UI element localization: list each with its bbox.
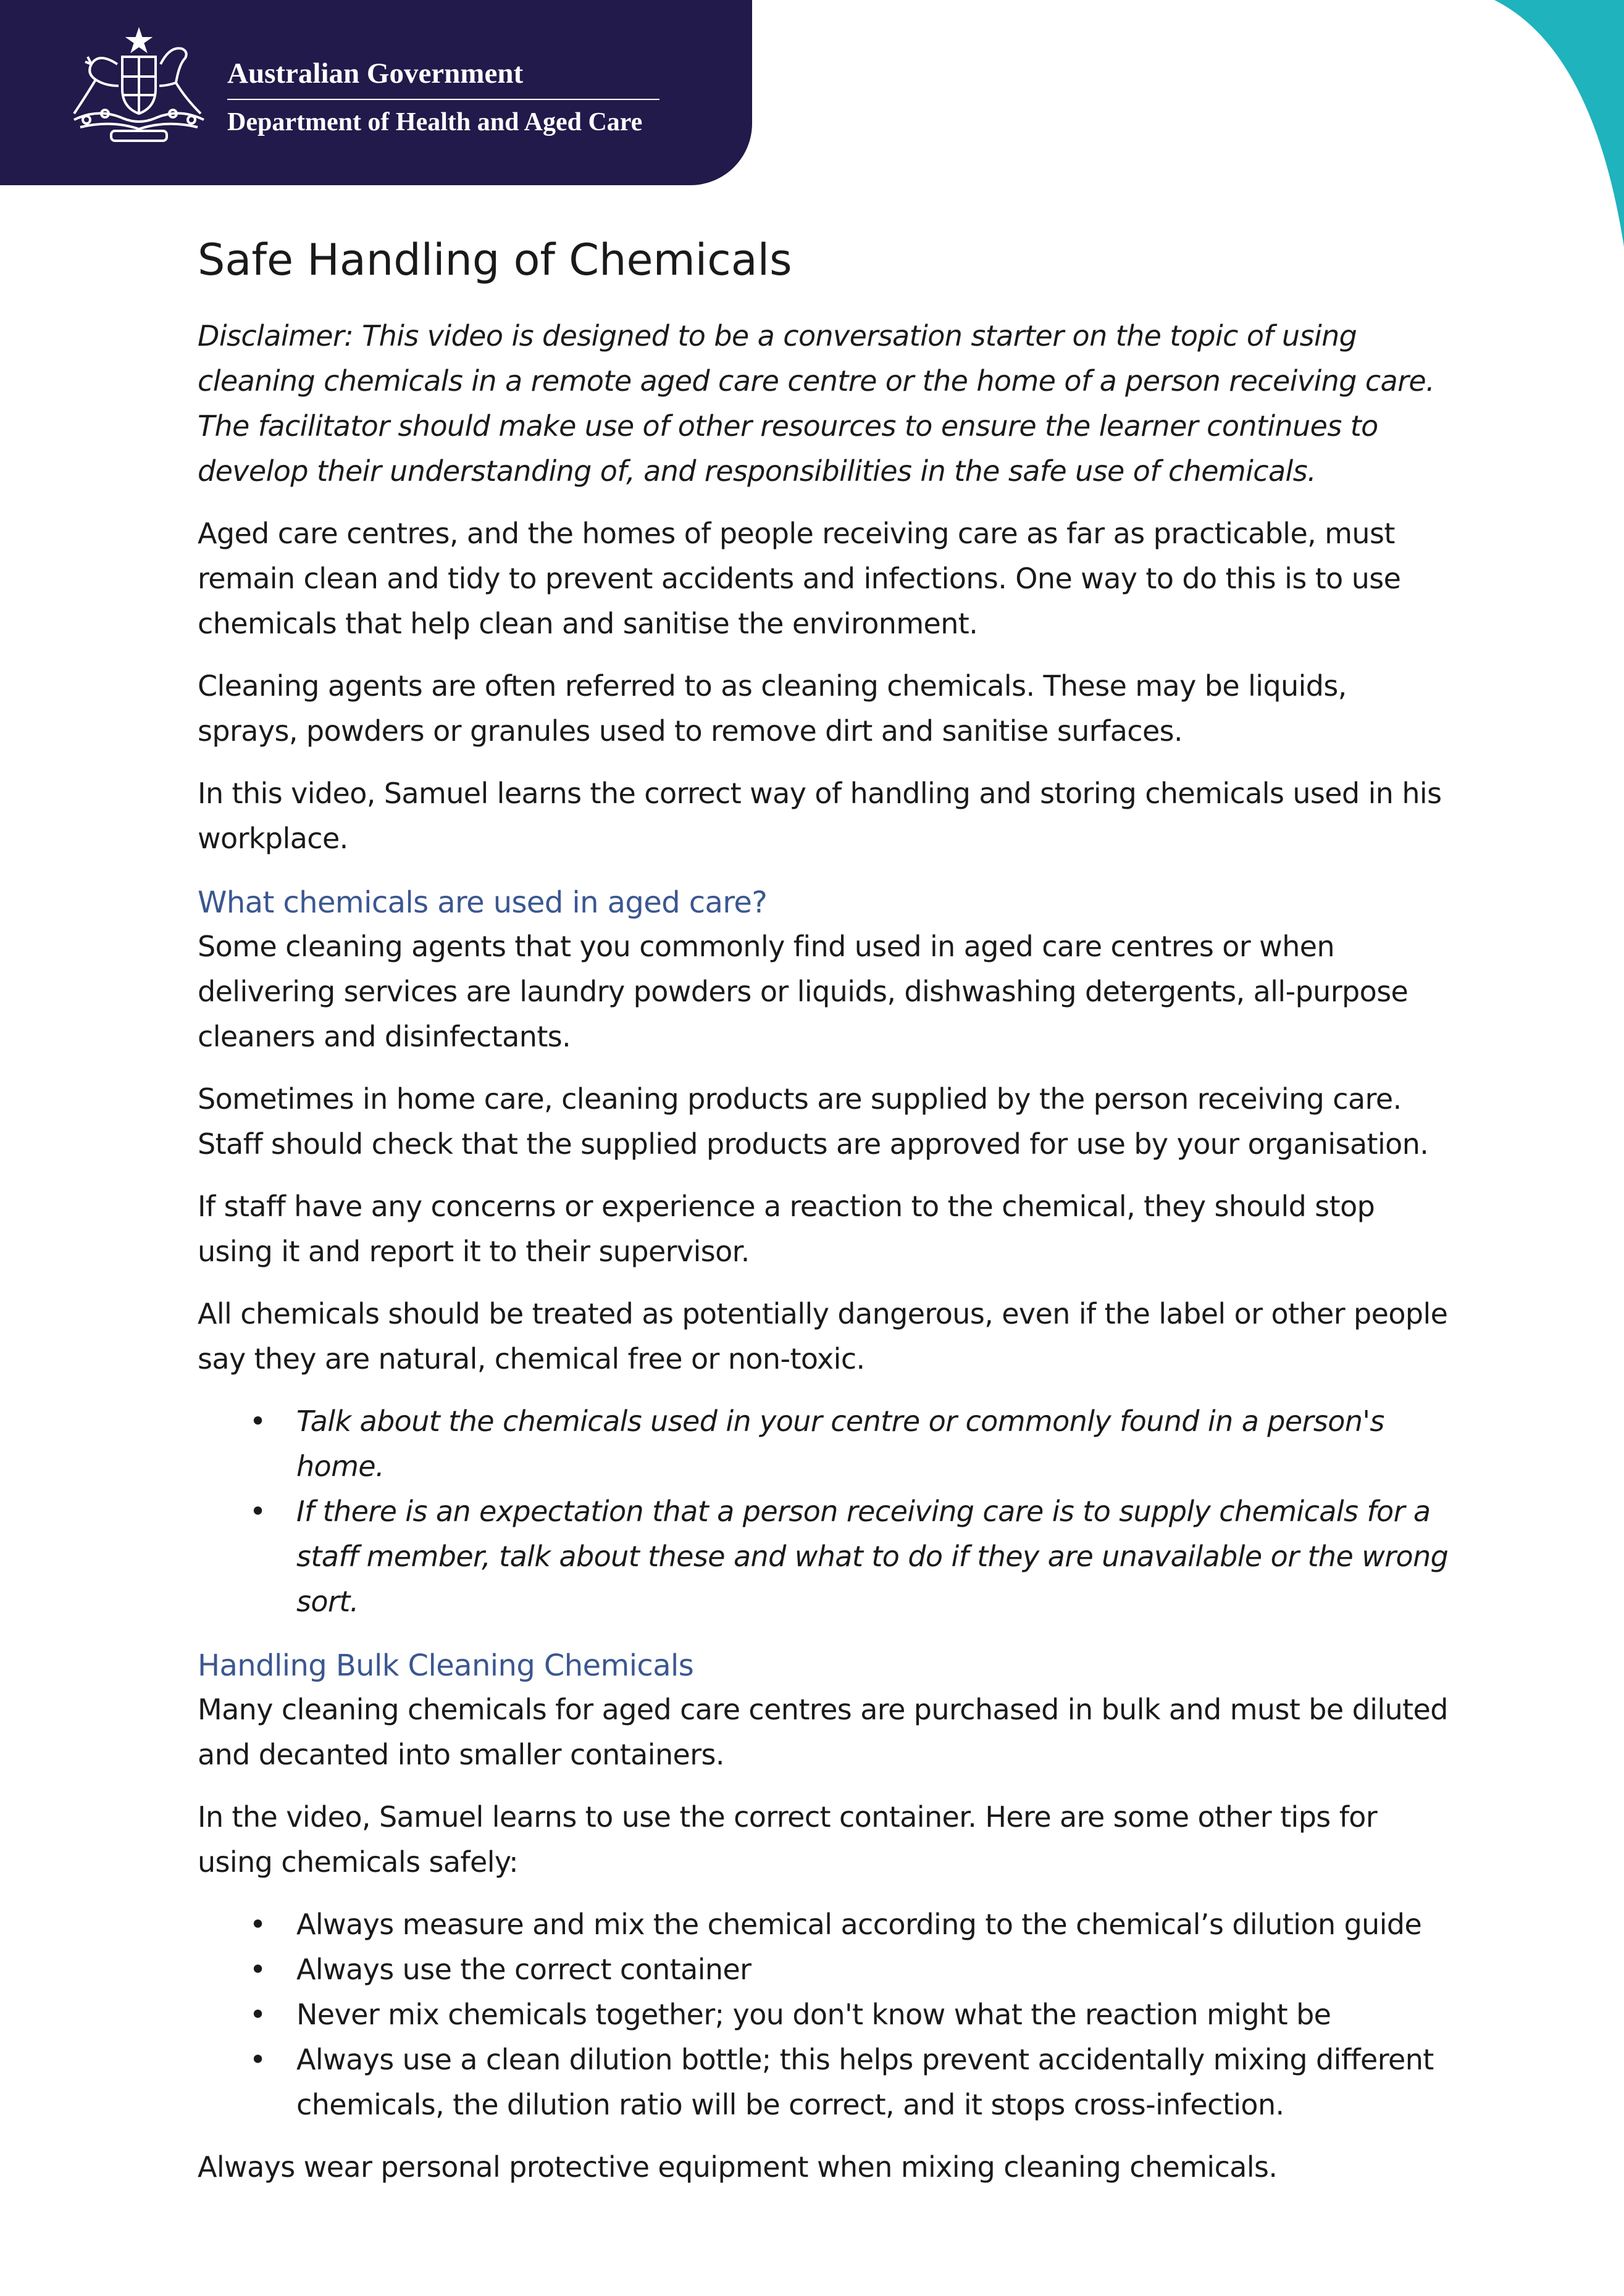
bullet-icon: • [249,2043,266,2076]
body-paragraph: Some cleaning agents that you commonly find used in aged care centres or when delivering services are laundry powders or liquids, dishwashing detergents, all-purpose cleaners and disinfectants. [198,930,1408,1053]
department-name: Department of Health and Aged Care [227,108,643,136]
body-paragraph: Sometimes in home care, cleaning products are supplied by the person receiving care. Staff should check that the supplied products are approved for use by your organisation. [198,1082,1429,1161]
closing-paragraph: Always wear personal protective equipment when mixing cleaning chemicals. [198,2150,1278,2184]
body-paragraph: Many cleaning chemicals for aged care centres are purchased in bulk and must be diluted and decanted into smaller containers. [198,1693,1448,1771]
list-item [198,2037,1451,2127]
page-title: Safe Handling of Chemicals [198,235,792,285]
discussion-bullet-list [198,1399,1451,1624]
bullet-icon: • [249,1495,266,1528]
disclaimer-paragraph: Disclaimer: This video is designed to be a conversation starter on the topic of using cleaning chemicals in a remote aged care centre or the home of a person receiving care. The facilitator should make use of other resources to ensure the learner continues to develop their understanding of, and responsibilities in the safe use of chemicals. [198,319,1435,488]
list-item [198,1489,1451,1624]
safety-tips-list [198,1902,1451,2127]
document-body [198,235,1451,2207]
government-name: Australian Government [227,57,524,90]
list-item [198,1902,1451,1947]
list-item-text: Talk about the chemicals used in your centre or commonly found in a person's home. [296,1405,1384,1483]
intro-paragraph: Aged care centres, and the homes of people receiving care as far as practicable, must remain clean and tidy to prevent accidents and infections. One way to do this is to use chemicals that help clean and sanitise the environment. [198,517,1401,640]
bullet-icon: • [249,1908,266,1941]
section-heading-bulk-chemicals: Handling Bulk Cleaning Chemicals [198,1648,694,1683]
list-item [198,1399,1451,1489]
header-divider [227,99,659,100]
intro-paragraph: In this video, Samuel learns the correct way of handling and storing chemicals used in his workplace. [198,777,1442,855]
bullet-icon: • [249,1405,266,1438]
list-item-text: Never mix chemicals together; you don't know what the reaction might be [296,1998,1331,2031]
bullet-icon: • [249,1998,266,2031]
bullet-icon: • [249,1953,266,1986]
list-item-text: Always measure and mix the chemical according to the chemical’s dilution guide [296,1908,1422,1941]
intro-paragraph: Cleaning agents are often referred to as cleaning chemicals. These may be liquids, sprays, powders or granules used to remove dirt and sanitise surfaces. [198,669,1347,748]
list-item-text: If there is an expectation that a person receiving care is to supply chemicals for a staff member, talk about these and what to do if they are unavailable or the wrong sort. [296,1495,1449,1618]
body-paragraph: All chemicals should be treated as potentially dangerous, even if the label or other people say they are natural, chemical free or non-toxic. [198,1297,1448,1376]
list-item-text: Always use a clean dilution bottle; this helps prevent accidentally mixing different chemicals, the dilution ratio will be correct, and it stops cross-infection. [296,2043,1434,2121]
section-heading-chemicals-used: What chemicals are used in aged care? [198,885,768,920]
coat-of-arms-icon [62,27,216,144]
corner-swoosh-decoration [1463,0,1624,259]
header-banner [0,0,752,185]
body-paragraph: In the video, Samuel learns to use the correct container. Here are some other tips for using chemicals safely: [198,1800,1378,1879]
list-item [198,1992,1451,2037]
body-paragraph: If staff have any concerns or experience a reaction to the chemical, they should stop using it and report it to their supervisor. [198,1190,1375,1268]
list-item-text: Always use the correct container [296,1953,751,1986]
list-item [198,1947,1451,1992]
